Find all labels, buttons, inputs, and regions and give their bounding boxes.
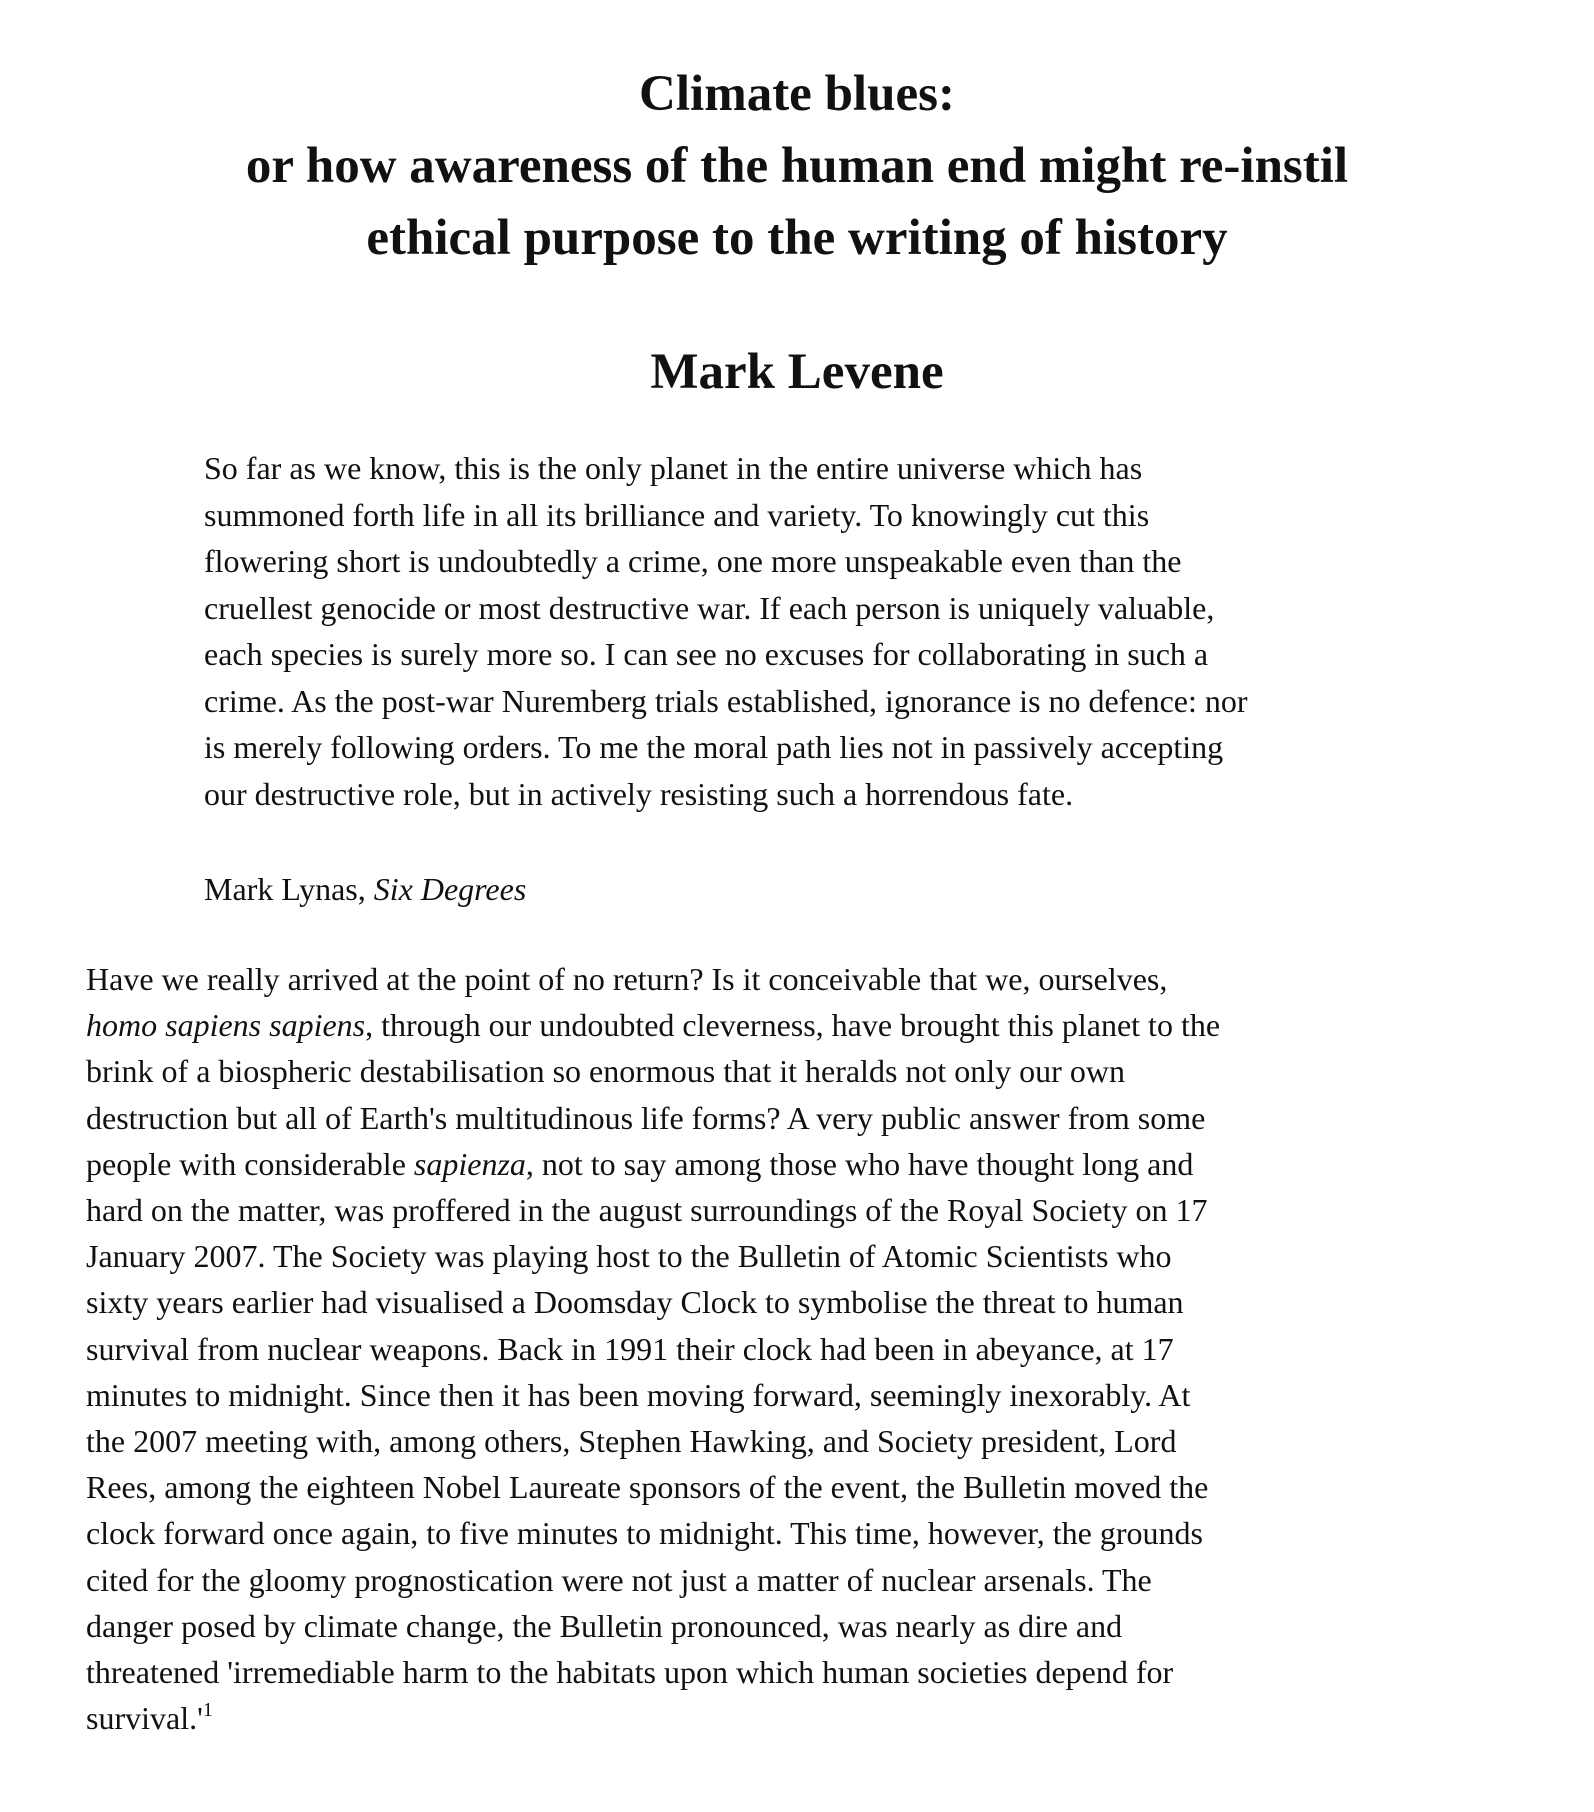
body-line (86, 1002, 1556, 1048)
body-line: cited for the gloomy prognostication were not just a matter of nuclear arsenals. The (86, 1561, 1152, 1598)
epigraph-attribution (204, 866, 526, 912)
epigraph-line: is merely following orders. To me the moral path lies not in passively accepting (204, 729, 1224, 765)
attribution-author: Mark Lynas, (204, 871, 374, 907)
epigraph-line: our destructive role, but in actively resisting such a horrendous fate. (204, 775, 1074, 812)
title-line-3: ethical purpose to the writing of history (366, 210, 1228, 266)
body-line (86, 1141, 1556, 1187)
body-line: brink of a biospheric destabilisation so enormous that it heralds not only our own (86, 1053, 1125, 1090)
body-line: Rees, among the eighteen Nobel Laureate sponsors of the event, the Bulletin moved the (86, 1469, 1209, 1506)
body-line: clock forward once again, to five minutes to midnight. This time, however, the grounds (86, 1515, 1203, 1552)
epigraph-line: crime. As the post-war Nuremberg trials established, ignorance is no defence: nor (204, 682, 1248, 719)
attribution-work-title: Six Degrees (373, 871, 527, 907)
body-line-text: , not to say among those who have thought long and (525, 1145, 1194, 1182)
species-name-italic: homo sapiens sapiens (86, 1007, 366, 1044)
epigraph-line: each species is surely more so. I can see no excuses for collaborating in such a (204, 636, 1209, 672)
body-line: Have we really arrived at the point of no return? Is it conceivable that we, ourselves, (86, 961, 1168, 997)
body-line: survival from nuclear weapons. Back in 1991 their clock had been in abeyance, at 17 (86, 1330, 1174, 1367)
body-line: destruction but all of Earth's multitudinous life forms? A very public answer from some (86, 1099, 1206, 1136)
title-line-2: or how awareness of the human end might re-instil (245, 138, 1349, 194)
title-line-1: Climate blues: (639, 66, 955, 122)
body-paragraph (86, 956, 1556, 1741)
epigraph-line: So far as we know, this is the only planet in the entire universe which has (204, 450, 1143, 486)
body-line: minutes to midnight. Since then it has been moving forward, seemingly inexorably. At (86, 1376, 1191, 1413)
epigraph-line: flowering short is undoubtedly a crime, one more unspeakable even than the (204, 543, 1182, 579)
body-line: danger posed by climate change, the Bulletin pronounced, was nearly as dire and (86, 1607, 1123, 1644)
body-line: January 2007. The Society was playing host to the Bulletin of Atomic Scientists who (86, 1238, 1172, 1275)
body-line-text: , through our undoubted cleverness, have brought this planet to the (365, 1007, 1221, 1044)
epigraph-line: summoned forth life in all its brilliance and variety. To knowingly cut this (204, 496, 1150, 533)
body-line-text: people with considerable (86, 1145, 414, 1182)
body-line: sixty years earlier had visualised a Doomsday Clock to symbolise the threat to human (86, 1284, 1184, 1321)
footnote-marker[interactable]: 1 (202, 1698, 213, 1721)
body-line: hard on the matter, was proffered in the august surroundings of the Royal Society on 17 (86, 1192, 1208, 1229)
sapienza-italic: sapienza (413, 1145, 526, 1182)
document-title (0, 58, 1594, 274)
epigraph-line: cruellest genocide or most destructive war. If each person is uniquely valuable, (204, 589, 1215, 626)
body-line-text: survival.' (86, 1700, 203, 1737)
body-line (86, 1695, 1556, 1741)
author-name: Mark Levene (650, 344, 944, 400)
body-line: threatened 'irremediable harm to the habitats upon which human societies depend for (86, 1654, 1174, 1691)
body-line: the 2007 meeting with, among others, Stephen Hawking, and Society president, Lord (86, 1423, 1177, 1460)
epigraph-quote (204, 445, 1544, 817)
